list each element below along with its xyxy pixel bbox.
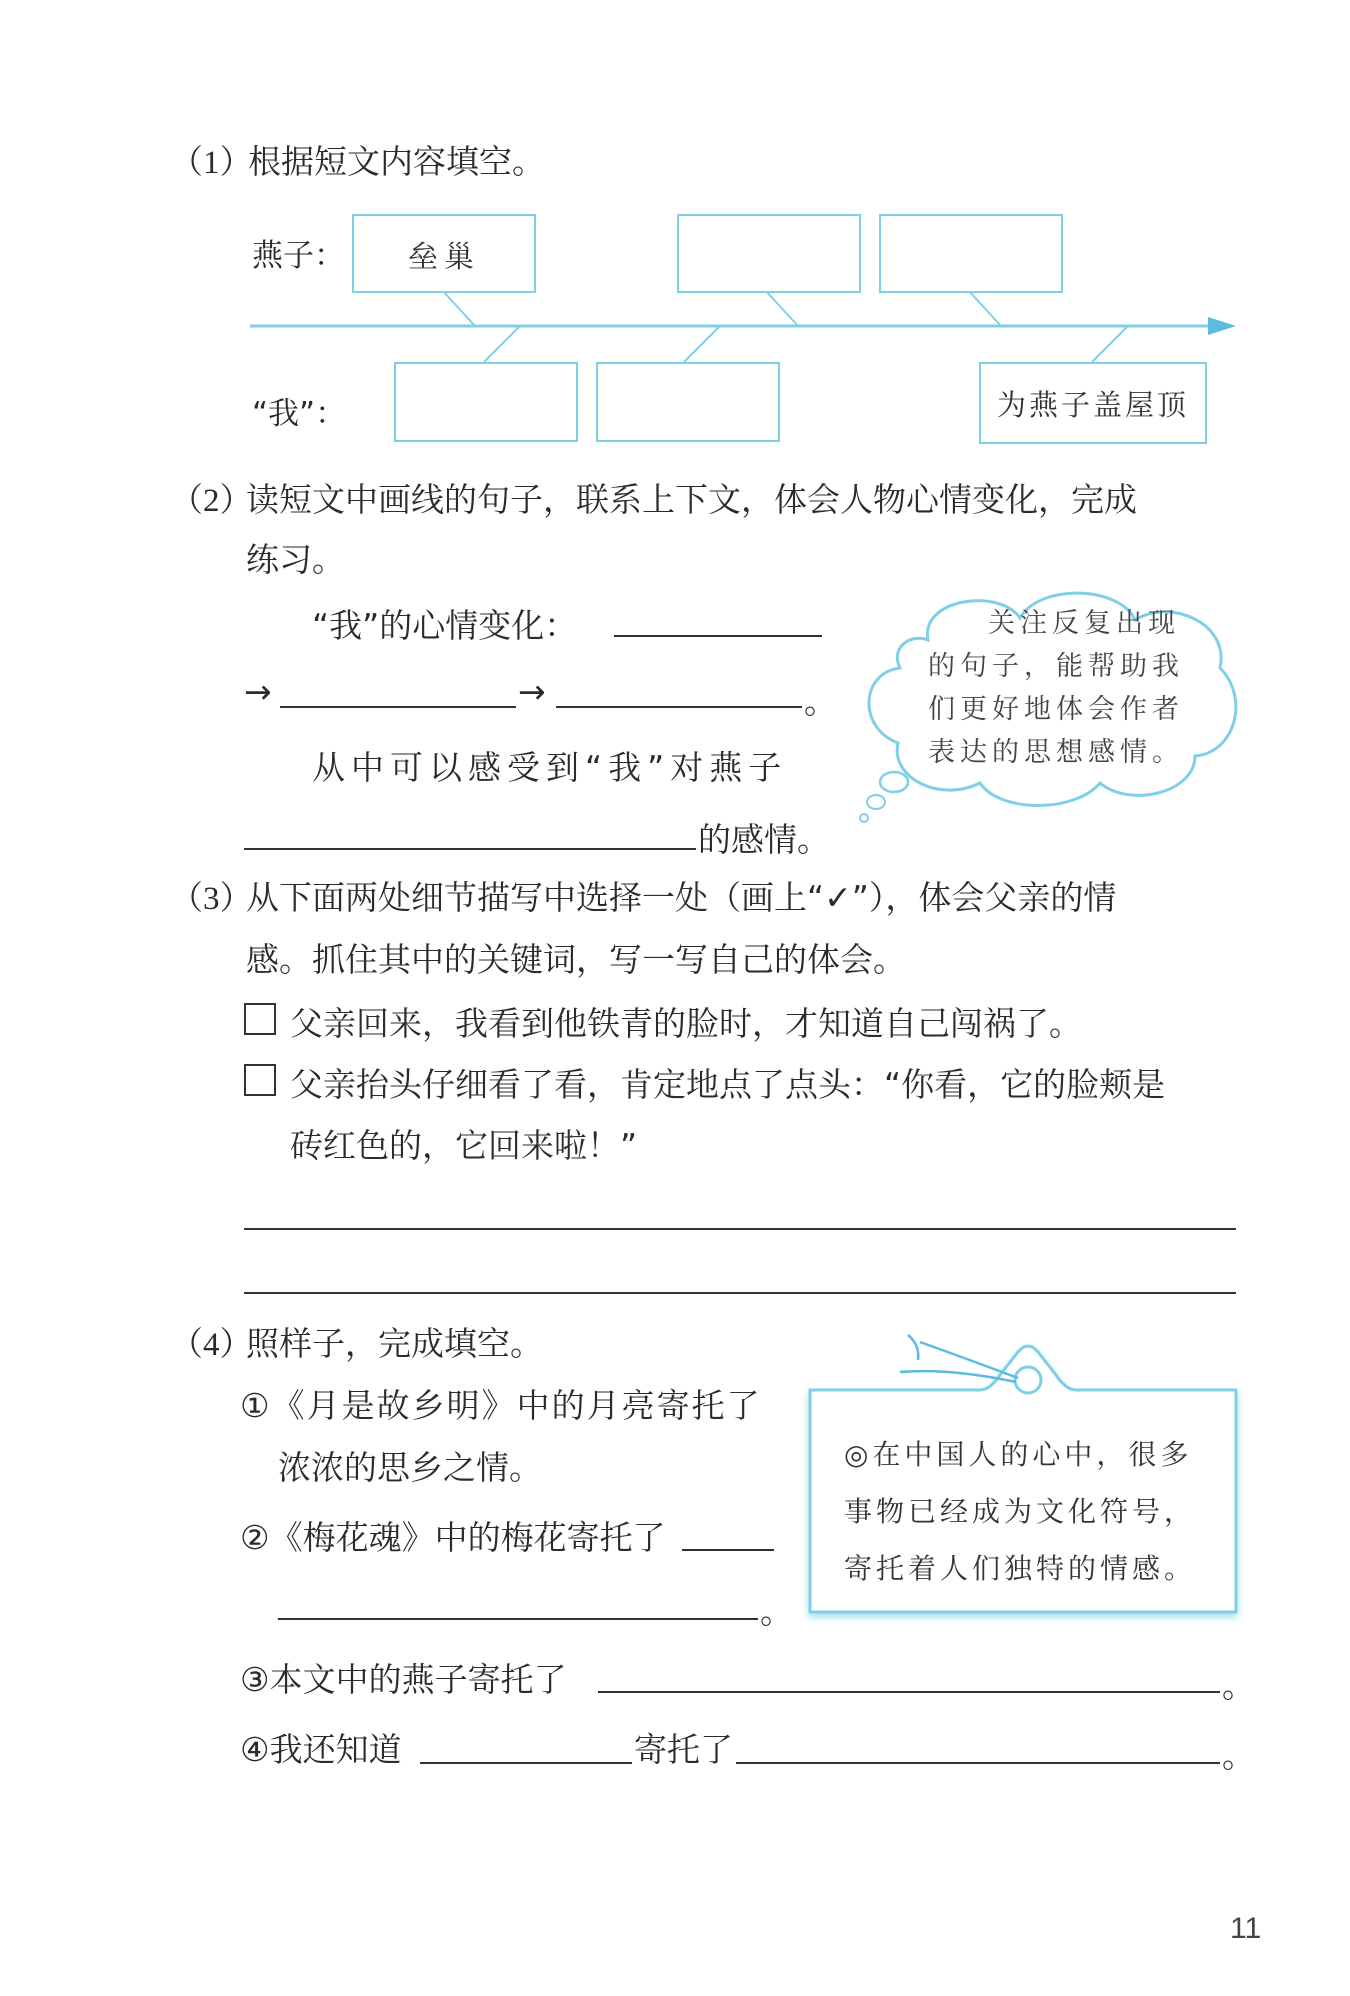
answer-line-2[interactable] [244, 1292, 1236, 1294]
bubble-line-2: 的句子，能帮助我 [928, 651, 1184, 682]
option-2-line1: 父亲抬头仔细看了看，肯定地点了点头：“你看，它的脸颊是 [290, 1065, 1166, 1104]
tag-line-1: ◎在中国人的心中，很多 [844, 1438, 1193, 1471]
swallow-box-1: 垒巢 [352, 214, 536, 293]
q2-prompt-line1: 读短文中画线的句子，联系上下文，体会人物心情变化，完成 [246, 480, 1137, 519]
item-3-blank[interactable] [598, 1691, 1220, 1693]
q3-prompt-line1: 从下面两处细节描写中选择一处（画上“✓”），体会父亲的情 [246, 878, 1117, 917]
feel-end: 的感情。 [698, 820, 830, 859]
me-box-3: 为燕子盖屋顶 [979, 362, 1207, 444]
q2-prompt-line2: 练习。 [246, 540, 345, 579]
tag-string-icon [920, 1342, 1018, 1378]
q4-prompt: 照样子，完成填空。 [246, 1324, 543, 1363]
swallow-row-label: 燕子： [252, 238, 345, 274]
timeline-arrowhead-icon [1208, 317, 1236, 335]
mood-change-label: “我”的心情变化： [312, 606, 578, 645]
tag-line-3: 寄托着人们独特的情感。 [844, 1552, 1197, 1585]
item-1-line1: ①《月是故乡明》中的月亮寄托了 [240, 1386, 762, 1425]
tag-line-2: 事物已经成为文化符号， [844, 1495, 1197, 1528]
me-box-1[interactable] [394, 362, 578, 442]
feel-line: 从中可以感受到“我”对燕子 [312, 748, 788, 787]
q1-prompt: 根据短文内容填空。 [248, 142, 545, 181]
bubble-line-4: 表达的思想感情。 [928, 737, 1184, 768]
me-row-label: “我”： [252, 396, 347, 432]
option-1-checkbox[interactable] [244, 1003, 276, 1035]
item-1-line2: 浓浓的思乡之情。 [278, 1448, 542, 1487]
option-2-line2: 砖红色的，它回来啦！” [290, 1126, 638, 1165]
q4-number: （4） [170, 1327, 253, 1363]
tag-hole-icon [1015, 1367, 1041, 1393]
q3-number: （3） [170, 881, 253, 917]
item-4-blank-b[interactable] [736, 1762, 1220, 1764]
item-4-text-b: 寄托了 [634, 1730, 733, 1769]
me-box-2[interactable] [596, 362, 780, 442]
q2-number: （2） [170, 483, 253, 519]
feel-blank[interactable] [244, 848, 696, 850]
swallow-box-3[interactable] [879, 214, 1063, 293]
bubble-line-1: 关注反复出现 [988, 608, 1180, 639]
item-4-blank-a[interactable] [420, 1762, 632, 1764]
mood-end-mark: 。 [804, 682, 837, 721]
bubble-line-3: 们更好地体会作者 [928, 694, 1184, 725]
page-number: 11 [1230, 1912, 1262, 1945]
mood-blank-1[interactable] [614, 635, 822, 637]
item-4-end: 。 [1222, 1736, 1255, 1775]
mood-blank-3[interactable] [556, 706, 802, 708]
swallow-box-2[interactable] [677, 214, 861, 293]
item-2-blank-a[interactable] [682, 1549, 774, 1551]
q3-prompt-line2: 感。抓住其中的关键词，写一写自己的体会。 [246, 940, 906, 979]
q1-number: （1） [170, 145, 253, 181]
option-2-checkbox[interactable] [244, 1064, 276, 1096]
item-2-blank-b[interactable] [278, 1618, 758, 1620]
item-4-text-a: ④我还知道 [240, 1730, 402, 1769]
item-2-end: 。 [760, 1592, 793, 1631]
answer-line-1[interactable] [244, 1228, 1236, 1230]
item-3-end: 。 [1222, 1666, 1255, 1705]
arrow-2: → [518, 672, 546, 711]
arrow-1: → [244, 672, 272, 711]
mood-blank-2[interactable] [280, 706, 516, 708]
option-1-text: 父亲回来，我看到他铁青的脸时，才知道自己闯祸了。 [290, 1004, 1082, 1043]
item-2-line1: ②《梅花魂》中的梅花寄托了 [240, 1518, 666, 1557]
item-3-text: ③本文中的燕子寄托了 [240, 1660, 567, 1699]
